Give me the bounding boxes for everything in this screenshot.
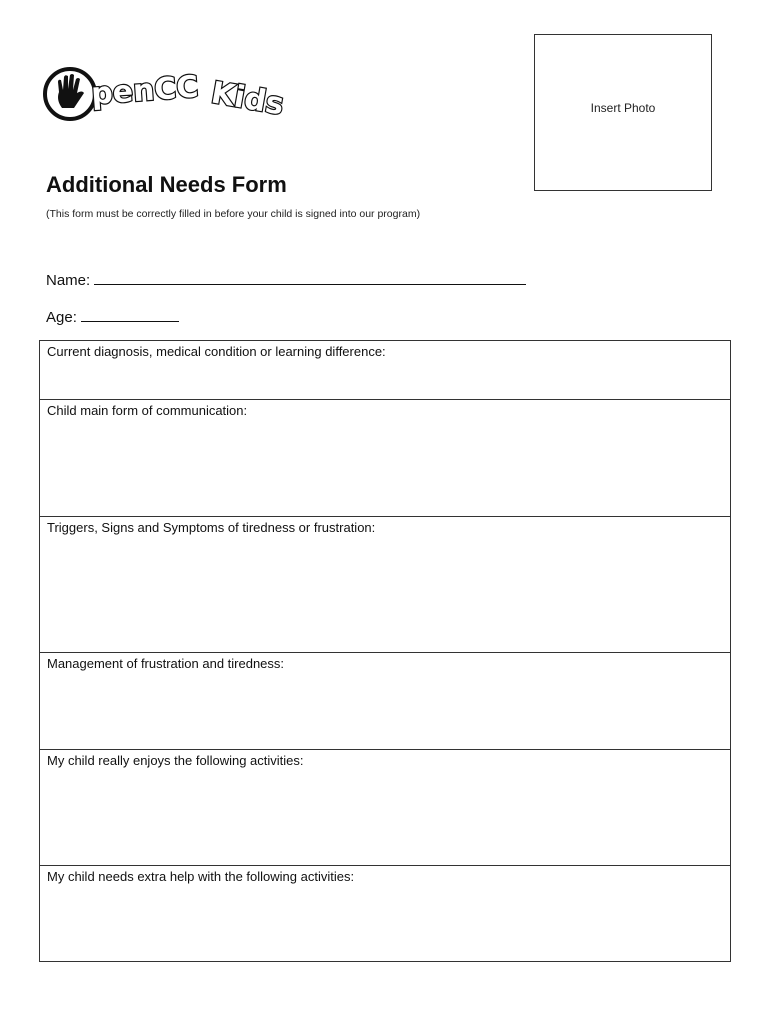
- section-diagnosis[interactable]: [40, 341, 730, 400]
- section-extra-help[interactable]: [40, 866, 730, 961]
- age-label: Age:: [46, 309, 77, 326]
- photo-placeholder-label: Insert Photo: [590, 101, 656, 115]
- section-communication[interactable]: [40, 400, 730, 517]
- needs-table: [39, 340, 731, 962]
- section-label: Child main form of communication:: [47, 403, 248, 418]
- section-label: My child needs extra help with the following activities:: [47, 869, 355, 884]
- section-label: Management of frustration and tiredness:: [47, 656, 285, 671]
- form-title: Additional Needs Form: [46, 172, 287, 197]
- name-label: Name:: [46, 272, 91, 289]
- svg-text:Kids: Kids: [208, 75, 287, 123]
- section-label: Triggers, Signs and Symptoms of tiredness or frustration:: [47, 520, 376, 535]
- section-enjoys[interactable]: [40, 750, 730, 866]
- section-label: My child really enjoys the following activities:: [47, 753, 304, 768]
- name-underline[interactable]: [94, 270, 526, 285]
- section-management[interactable]: [40, 653, 730, 750]
- form-subtitle: (This form must be correctly filled in before your child is signed into our program): [46, 208, 421, 220]
- handprint-icon: [40, 62, 308, 124]
- section-triggers[interactable]: [40, 517, 730, 653]
- opencc-kids-logo: [40, 62, 308, 124]
- name-field[interactable]: [46, 270, 526, 289]
- age-field[interactable]: [46, 307, 179, 326]
- photo-placeholder[interactable]: [534, 34, 712, 191]
- section-label: Current diagnosis, medical condition or learning difference:: [47, 344, 386, 359]
- svg-text:penCC: penCC: [90, 69, 200, 112]
- age-underline[interactable]: [81, 307, 179, 322]
